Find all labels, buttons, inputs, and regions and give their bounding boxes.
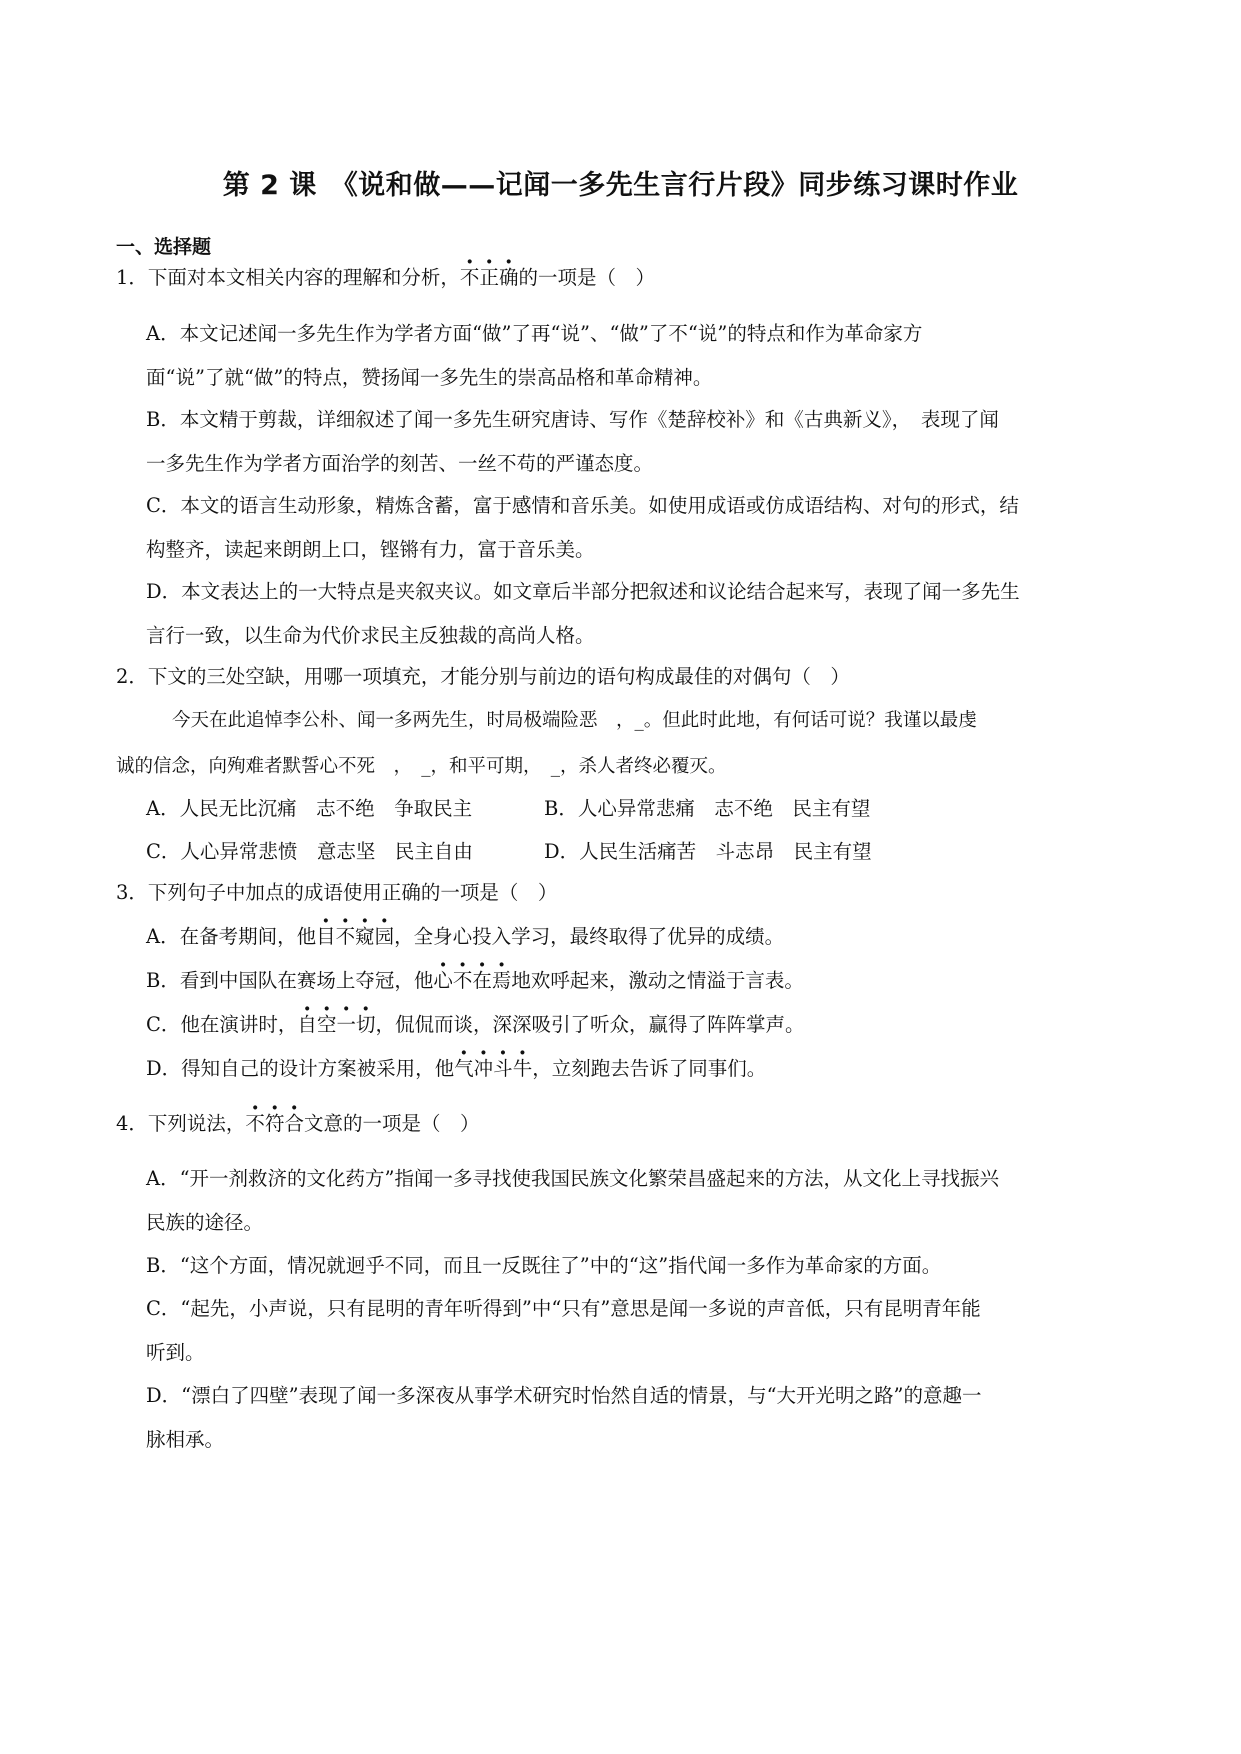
emphasis-char: 确 bbox=[498, 266, 519, 289]
question-4-stem bbox=[116, 1112, 479, 1135]
emphasis-char: 斗 bbox=[493, 1057, 513, 1080]
q1-option-a: A．本文记述闻一多先生作为学者方面“做”了再“说”、“做”了不“说”的特点和作为革命家方 bbox=[146, 322, 923, 345]
q1-option-d-cont: 言行一致，以生命为代价求民主反独裁的高尚人格。 bbox=[146, 624, 595, 647]
question-1-stem bbox=[116, 266, 655, 289]
emphasis-char: 气 bbox=[454, 1057, 474, 1080]
q1-option-b: B．本文精于剪裁，详细叙述了闻一多先生研究唐诗、写作《楚辞校补》和《古典新义》， 表现了闻 bbox=[146, 408, 999, 431]
emphasis-char: 窥 bbox=[355, 925, 375, 948]
section-heading: 一、选择题 bbox=[116, 236, 212, 258]
emphasis-char: 一 bbox=[336, 1013, 356, 1036]
emphasis-char: 牛 bbox=[512, 1057, 533, 1080]
q3-d-pre: D．得知自己的设计方案被采用，他 bbox=[146, 1057, 455, 1080]
q4-stem-pre: 4．下列说法， bbox=[116, 1112, 246, 1135]
q4-option-d: D．“漂白了四壁”表现了闻一多深夜从事学术研究时怡然自适的情景，与“大开光明之路”的意趣一 bbox=[146, 1384, 982, 1407]
emphasis-char: 合 bbox=[284, 1112, 304, 1135]
q2-option-c: C．人心异常悲愤 意志坚 民主自由 bbox=[146, 840, 473, 863]
q4-option-a: A．“开一剂救济的文化药方”指闻一多寻找使我国民族文化繁荣昌盛起来的方法，从文化上寻找振兴 bbox=[146, 1167, 1000, 1190]
emphasis-char: 不 bbox=[245, 1112, 265, 1135]
q1-option-c: C．本文的语言生动形象，精炼含蓄，富于感情和音乐美。如使用成语或仿成语结构、对句的形式，结 bbox=[146, 494, 1019, 517]
q3-option-d bbox=[146, 1057, 766, 1080]
emphasis-char: 切 bbox=[355, 1013, 376, 1036]
emphasis-char: 冲 bbox=[473, 1057, 494, 1080]
q1-option-b-cont: 一多先生作为学者方面治学的刻苦、一丝不苟的严谨态度。 bbox=[146, 452, 654, 475]
emphasis-char: 空 bbox=[316, 1013, 337, 1036]
q3-option-c bbox=[146, 1013, 805, 1036]
question-2-stem: 2．下文的三处空缺，用哪一项填充，才能分别与前边的语句构成最佳的对偶句（ ） bbox=[116, 665, 850, 688]
q3-option-b bbox=[146, 969, 804, 992]
q3-d-post: ，立刻跑去告诉了同事们。 bbox=[532, 1057, 767, 1080]
q2-passage-line-1: 今天在此追悼李公朴、闻一多两先生，时局极端险恶 ，_。但此时此地，有何话可说？我谨以最虔 bbox=[172, 710, 977, 731]
emphasis-char: 不 bbox=[335, 925, 356, 948]
emphasis-char: 心 bbox=[433, 969, 453, 992]
emphasis-char: 符 bbox=[264, 1112, 285, 1135]
q4-option-b: B．“这个方面，情况就迥乎不同，而且一反既往了”中的“这”指代闻一多作为革命家的方面。 bbox=[146, 1254, 942, 1277]
q1-stem-post: 的一项是（ ） bbox=[518, 266, 655, 289]
emphasis-char: 自 bbox=[297, 1013, 317, 1036]
emphasis-char: 焉 bbox=[491, 969, 512, 992]
emphasis-char: 正 bbox=[479, 266, 499, 289]
emphasis-char: 不 bbox=[459, 266, 480, 289]
q2-option-d: D．人民生活痛苦 斗志昂 民主有望 bbox=[544, 840, 872, 863]
q3-b-post: 地欢呼起来，激动之情溢于言表。 bbox=[511, 969, 804, 992]
q2-option-a: A．人民无比沉痛 志不绝 争取民主 bbox=[146, 797, 473, 820]
q3-c-post: ，侃侃而谈，深深吸引了听众，赢得了阵阵掌声。 bbox=[375, 1013, 805, 1036]
q2-option-b: B．人心异常悲痛 志不绝 民主有望 bbox=[544, 797, 871, 820]
page-title: 第 2 课 《说和做——记闻一多先生言行片段》同步练习课时作业 bbox=[222, 170, 1019, 201]
q1-option-c-cont: 构整齐，读起来朗朗上口，铿锵有力，富于音乐美。 bbox=[146, 538, 595, 561]
q3-c-pre: C．他在演讲时， bbox=[146, 1013, 298, 1036]
q1-option-a-cont: 面“说”了就“做”的特点，赞扬闻一多先生的崇高品格和革命精神。 bbox=[146, 366, 713, 389]
q4-stem-post: 文意的一项是（ ） bbox=[303, 1112, 480, 1135]
emphasis-char: 在 bbox=[472, 969, 492, 992]
q2-passage-line-2: 诚的信念，向殉难者默誓心不死 ， _，和平可期， _，杀人者终必覆灭。 bbox=[116, 756, 727, 777]
q4-option-d-cont: 脉相承。 bbox=[146, 1428, 225, 1451]
q3-a-post: ，全身心投入学习，最终取得了优异的成绩。 bbox=[394, 925, 785, 948]
emphasis-char: 目 bbox=[316, 925, 336, 948]
q3-b-pre: B．看到中国队在赛场上夺冠，他 bbox=[146, 969, 434, 992]
emphasis-char: 园 bbox=[374, 925, 395, 948]
q4-option-c: C．“起先，小声说，只有昆明的青年听得到”中“只有”意思是闻一多说的声音低，只有昆明青年能 bbox=[146, 1297, 981, 1320]
q4-option-a-cont: 民族的途径。 bbox=[146, 1211, 264, 1234]
q1-stem-pre: 1．下面对本文相关内容的理解和分析， bbox=[116, 266, 460, 289]
emphasis-char: 不 bbox=[452, 969, 473, 992]
q4-option-c-cont: 听到。 bbox=[146, 1341, 205, 1364]
q3-option-a bbox=[146, 925, 784, 948]
question-3-stem: 3．下列句子中加点的成语使用正确的一项是（ ） bbox=[116, 881, 558, 904]
q3-a-pre: A．在备考期间，他 bbox=[146, 925, 317, 948]
q1-option-d: D．本文表达上的一大特点是夹叙夹议。如文章后半部分把叙述和议论结合起来写，表现了闻一多先生 bbox=[146, 580, 1020, 603]
